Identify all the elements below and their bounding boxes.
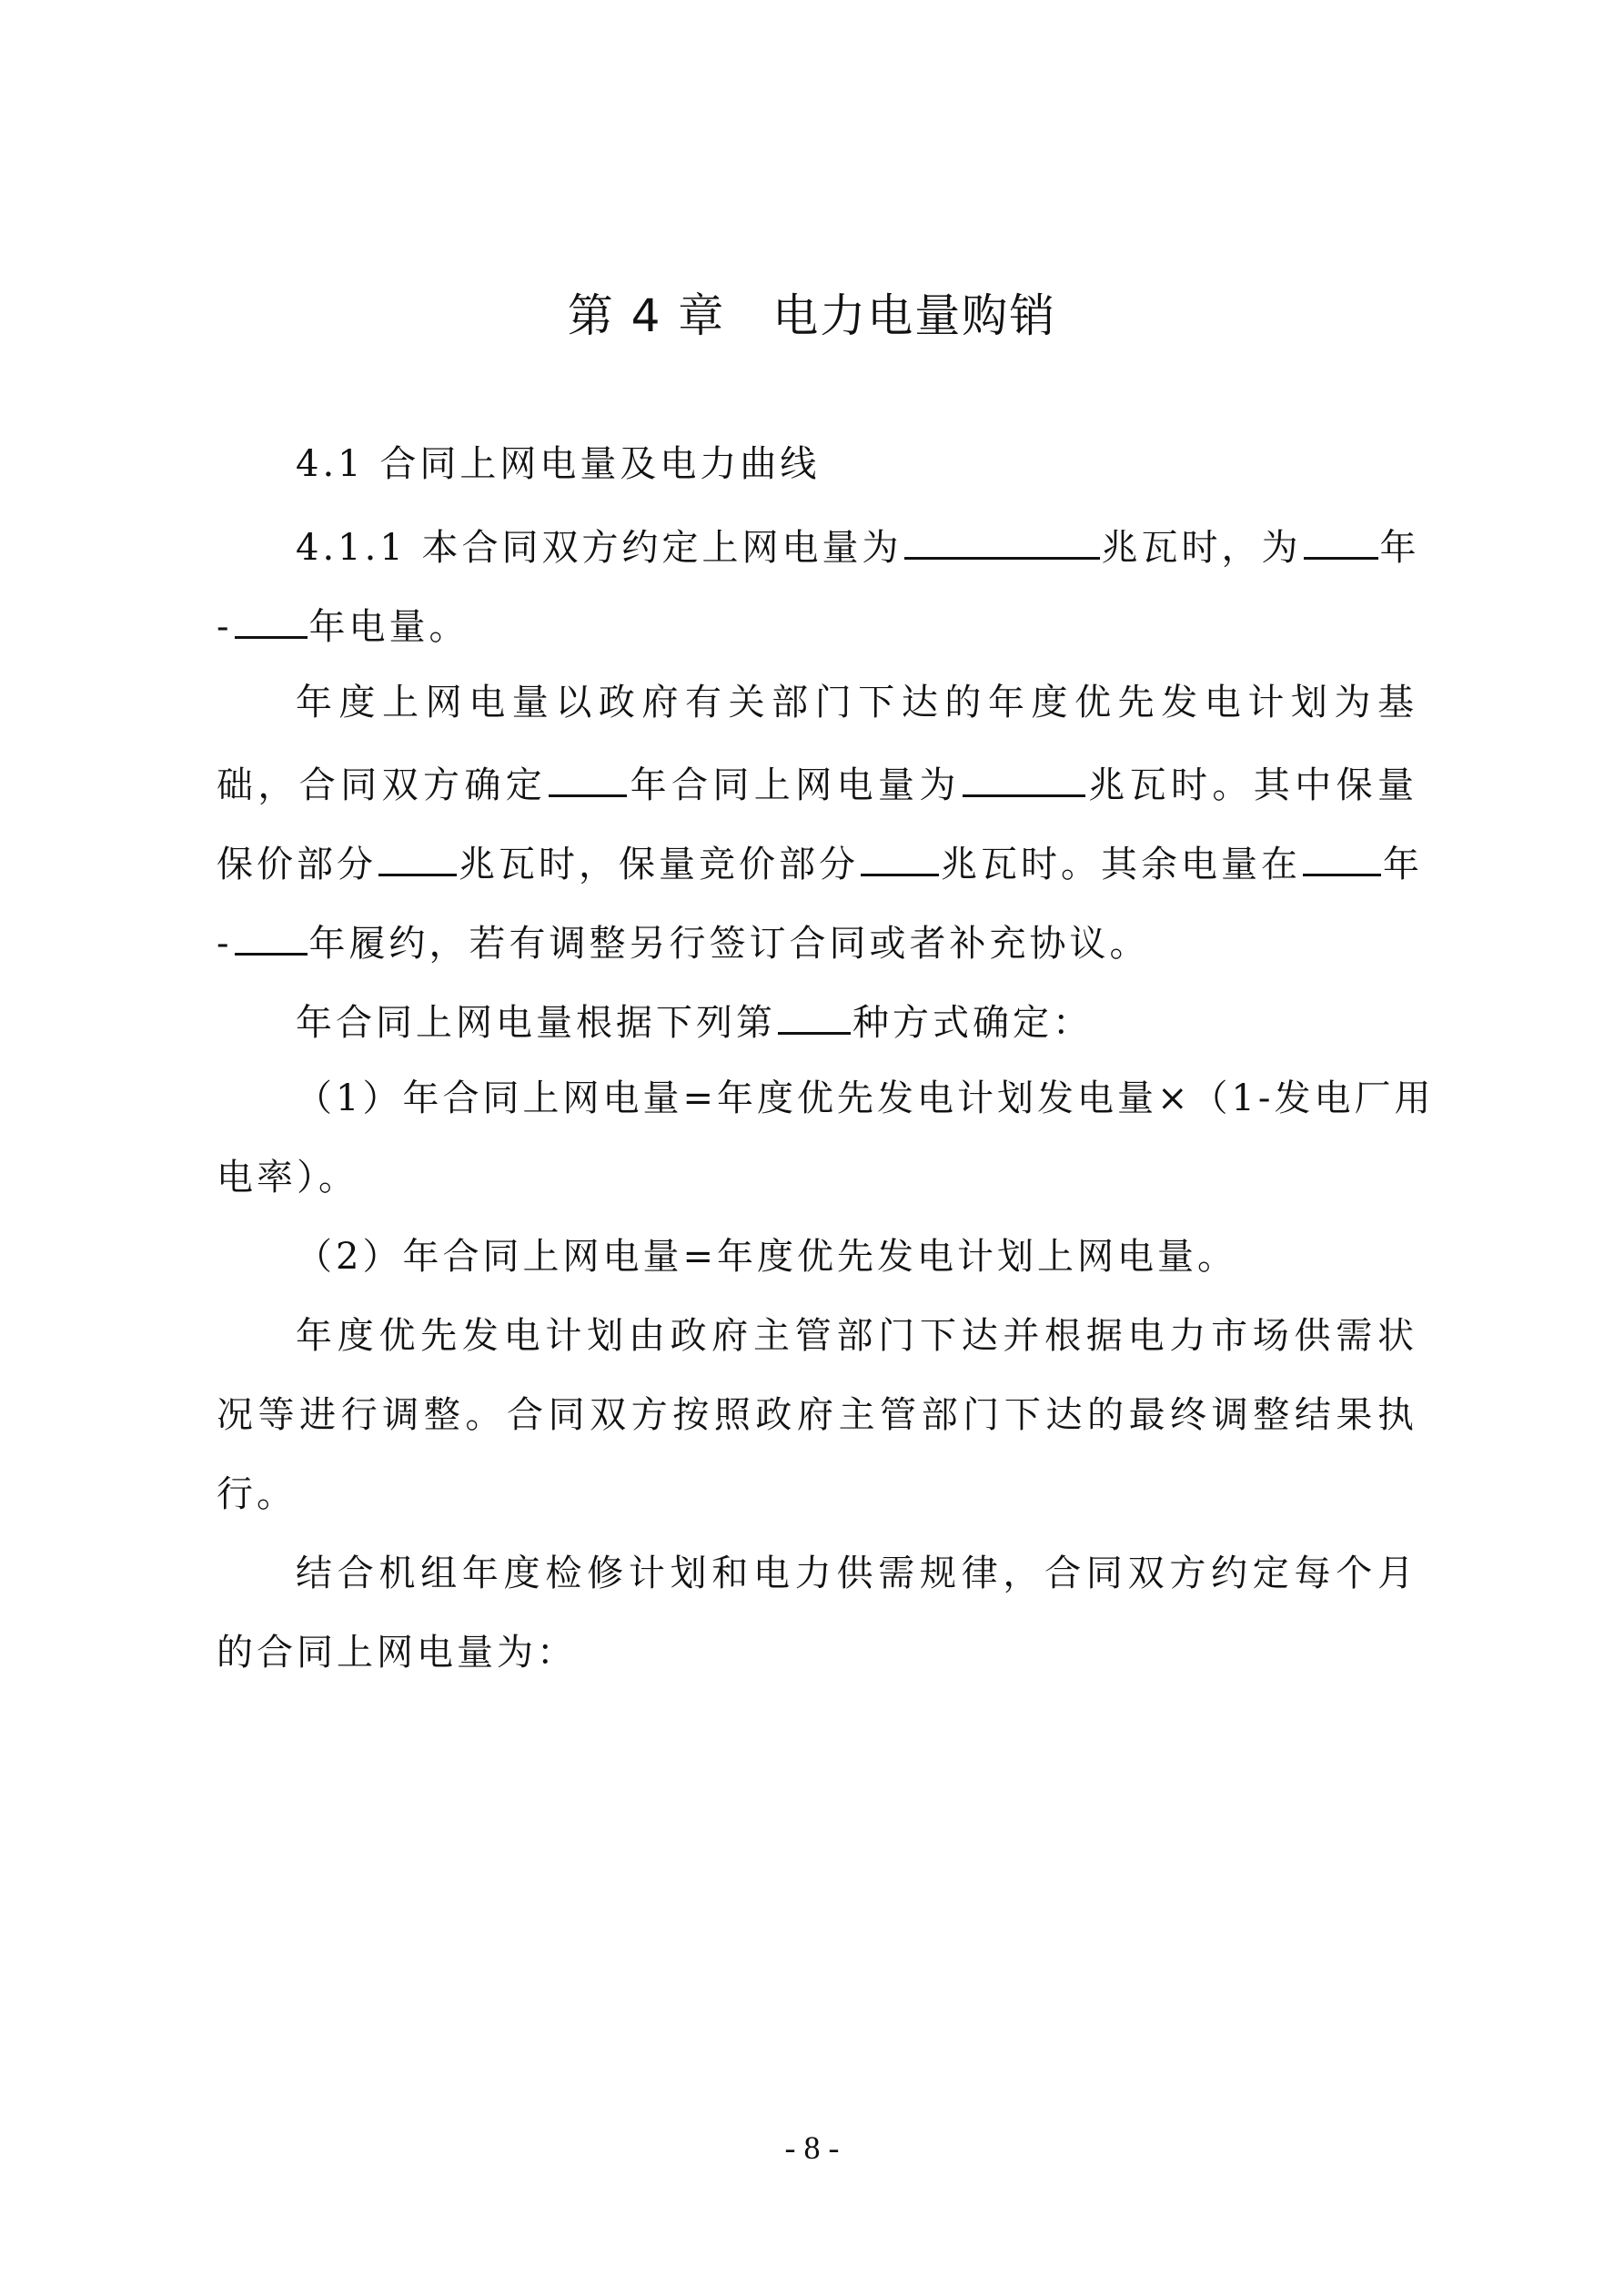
blank-remaining-end-year-field[interactable] — [235, 913, 308, 956]
page-number: - 8 - — [784, 2129, 840, 2166]
para-3-line-2: 况等进行调整。合同双方按照政府主管部门下达的最终调整结果执 — [217, 1394, 1417, 1436]
para-text: 兆瓦时。其中保量 — [1086, 764, 1418, 806]
para-3-line-3: 行。 — [217, 1473, 297, 1515]
para-text: 年 — [1383, 844, 1423, 885]
para-1-line-4 — [217, 913, 1417, 971]
clause-text: 年电量。 — [308, 606, 469, 648]
para-text: 保价部分 — [217, 844, 377, 885]
blank-remaining-start-year-field[interactable] — [1303, 834, 1381, 876]
clause-text: 年 — [1379, 527, 1420, 569]
clause-text: - — [217, 606, 233, 648]
para-text: - — [217, 923, 233, 965]
clause-text: 4.1.1 本合同双方约定上网电量为 — [296, 527, 903, 569]
blank-end-year-field[interactable] — [235, 596, 308, 639]
option-2-line-1: （2）年合同上网电量=年度优先发电计划上网电量。 — [296, 1236, 1237, 1278]
clause-4-1-1-line-1 — [296, 517, 1420, 575]
blank-competitive-price-field[interactable] — [861, 834, 939, 876]
blank-start-year-field[interactable] — [1304, 517, 1378, 560]
chapter-title: 第 4 章 电力电量购销 — [567, 289, 1057, 342]
para-text: 年履约，若有调整另行签订合同或者补充协议。 — [308, 923, 1150, 965]
option-1-line-2: 电率）。 — [217, 1157, 358, 1199]
para-text: 年合同上网电量根据下列第 — [296, 1002, 776, 1044]
section-4-1-heading: 4.1 合同上网电量及电力曲线 — [296, 443, 821, 485]
clause-text: 兆瓦时，为 — [1101, 527, 1302, 569]
para-text: 兆瓦时，保量竞价部分 — [459, 844, 859, 885]
para-text: 础，合同双方确定 — [217, 764, 548, 806]
para-4-line-1: 结合机组年度检修计划和电力供需规律，合同双方约定每个月 — [296, 1553, 1417, 1594]
blank-energy-field[interactable] — [904, 517, 1100, 560]
clause-4-1-1-line-2 — [217, 596, 1417, 654]
para-1-line-3 — [217, 834, 1423, 892]
option-1-line-1: （1）年合同上网电量=年度优先发电计划发电量×（1-发电厂用 — [296, 1077, 1435, 1119]
blank-method-field[interactable] — [778, 992, 851, 1035]
para-text: 种方式确定： — [852, 1002, 1093, 1044]
blank-contract-energy-field[interactable] — [963, 754, 1085, 797]
para-2 — [296, 992, 1417, 1050]
para-1-line-1: 年度上网电量以政府有关部门下达的年度优先发电计划为基 — [296, 682, 1417, 723]
para-1-line-2 — [217, 754, 1417, 813]
para-3-line-1: 年度优先发电计划由政府主管部门下达并根据电力市场供需状 — [296, 1315, 1417, 1357]
para-text: 年合同上网电量为 — [629, 764, 961, 806]
blank-contract-year-field[interactable] — [549, 754, 627, 797]
para-4-line-2: 的合同上网电量为： — [217, 1632, 577, 1674]
blank-guaranteed-price-field[interactable] — [378, 834, 457, 876]
para-text: 兆瓦时。其余电量在 — [941, 844, 1301, 885]
